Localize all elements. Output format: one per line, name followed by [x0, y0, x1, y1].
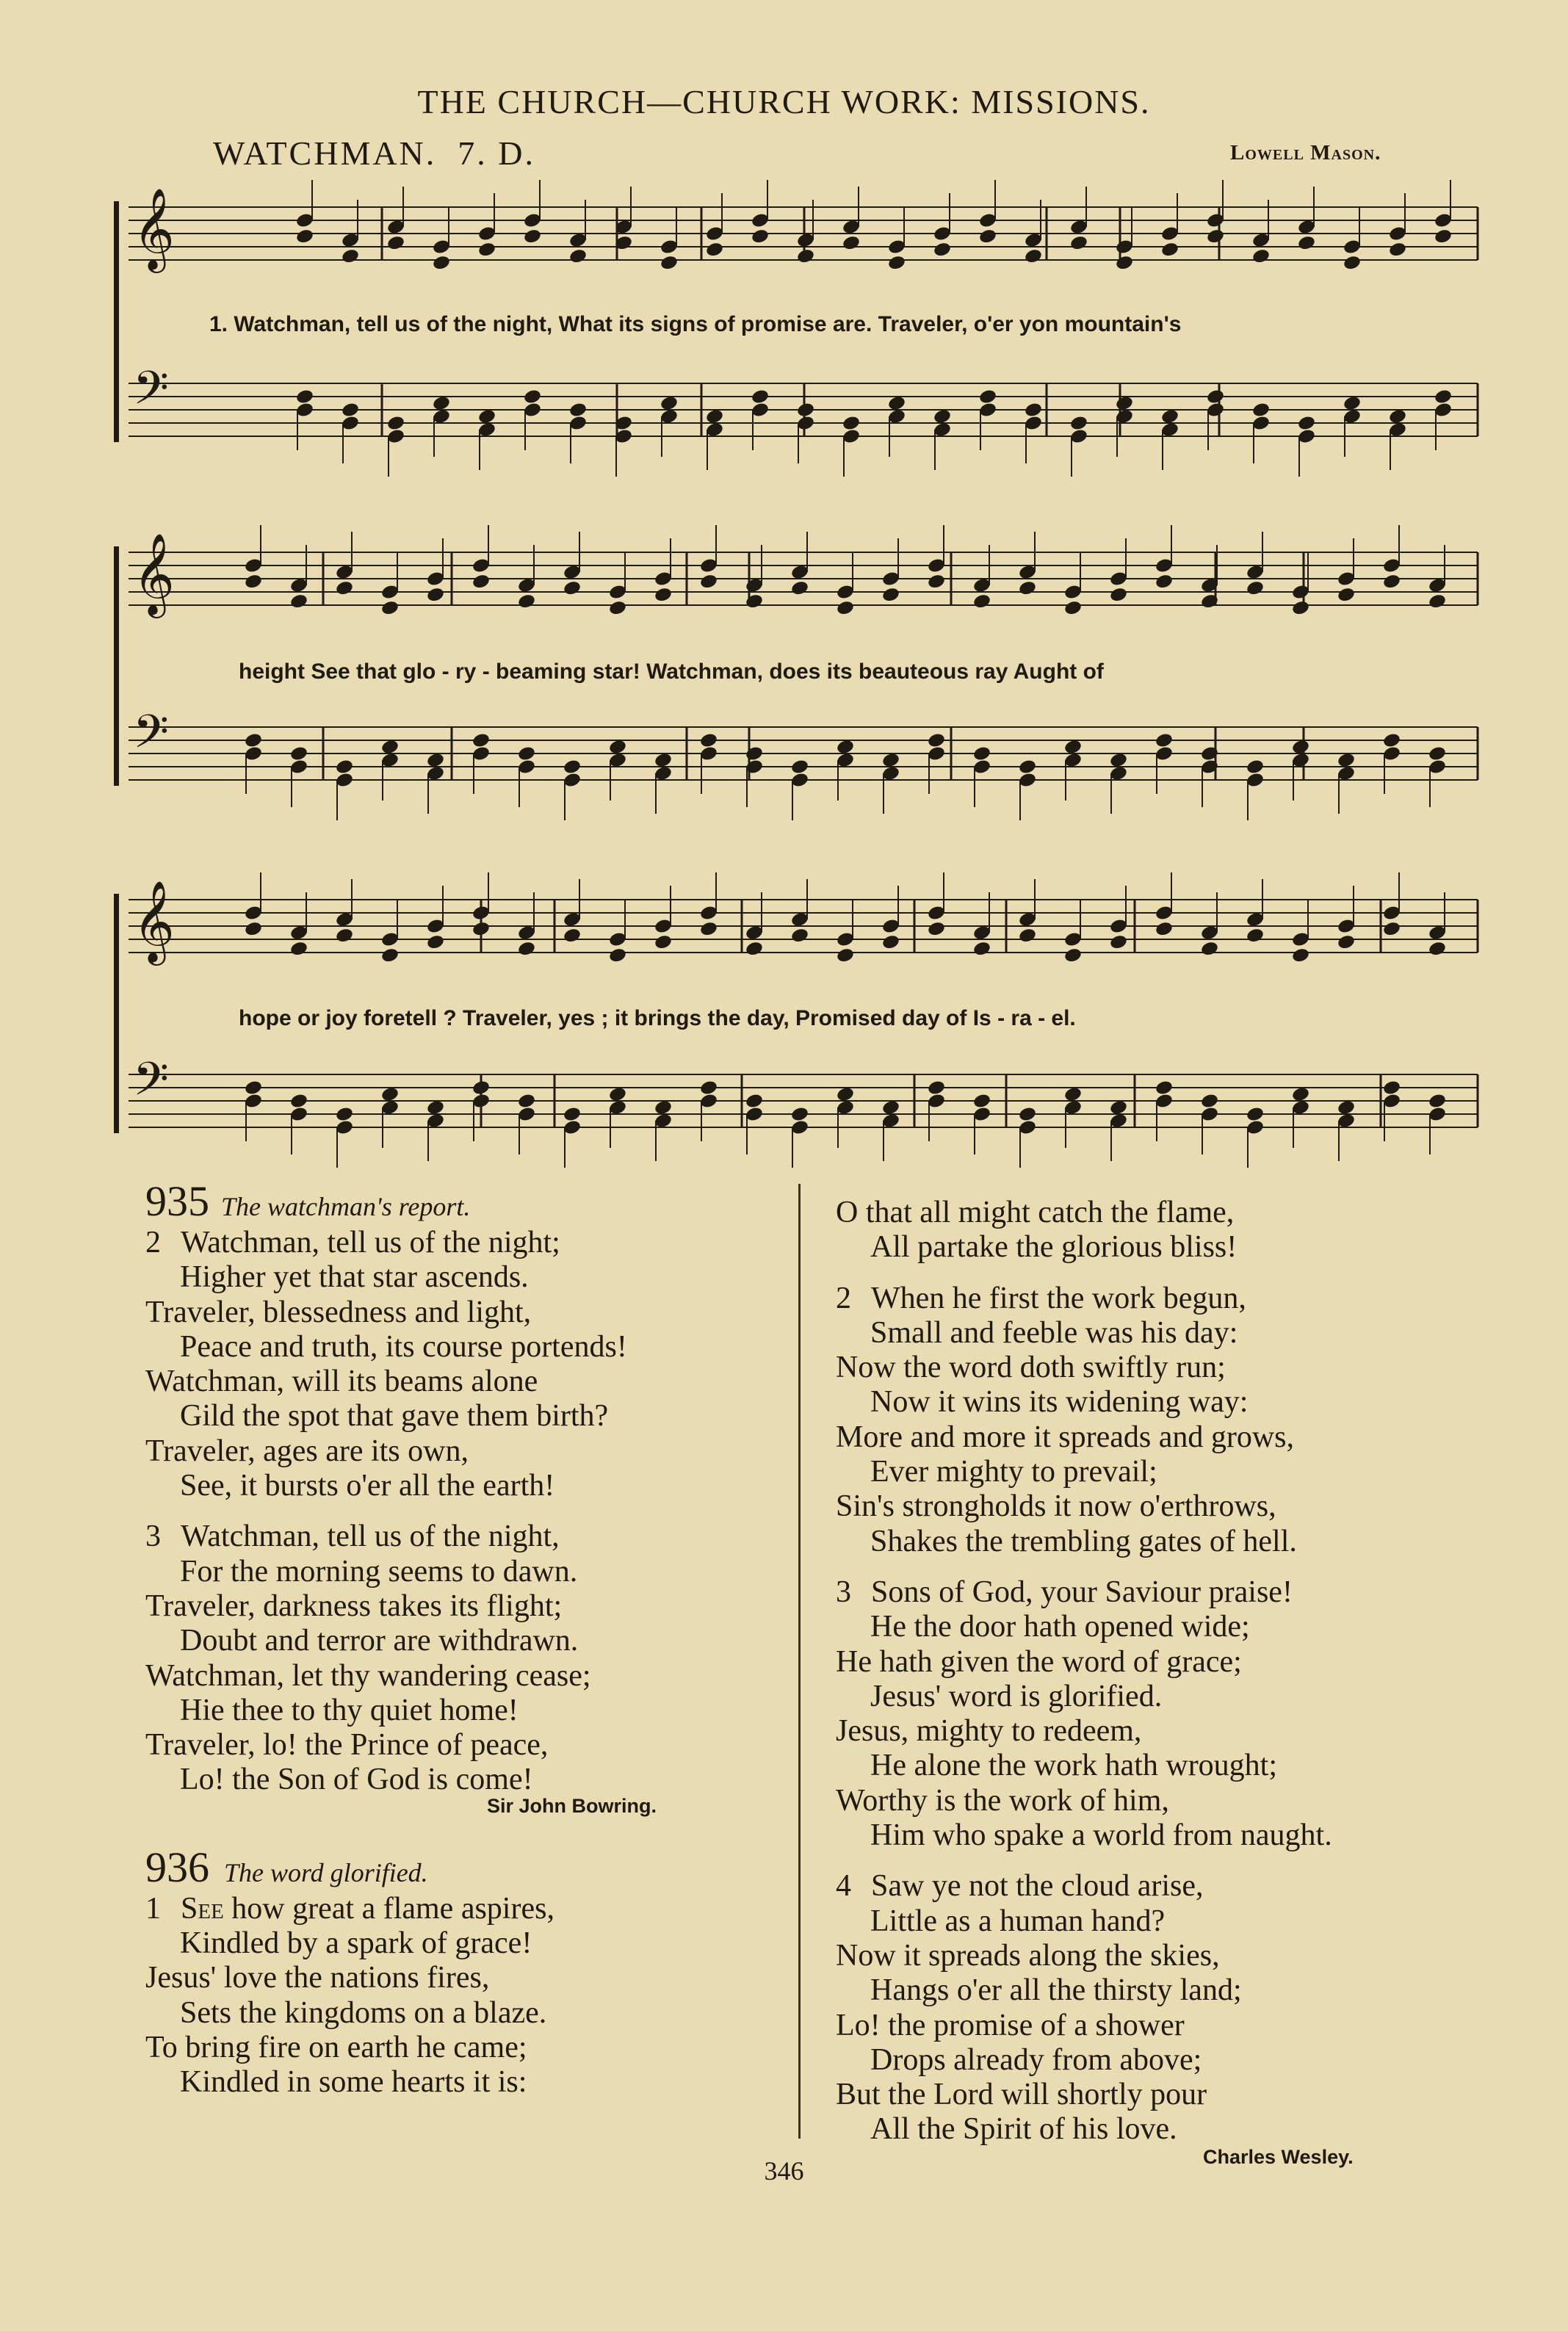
note-head — [1388, 408, 1407, 425]
note-head — [1291, 739, 1310, 756]
note-head — [933, 408, 952, 425]
left-column — [145, 1177, 792, 2100]
note-head — [1434, 228, 1453, 245]
note-head — [978, 228, 997, 245]
note-head — [1024, 402, 1043, 419]
note-head — [1155, 573, 1174, 590]
verse-line: See, it bursts o'er all the earth! — [180, 1469, 555, 1503]
note-head — [426, 752, 445, 769]
verse-line: Lo! the Son of God is come! — [180, 1763, 533, 1797]
note-head — [972, 593, 991, 610]
note-head — [1115, 254, 1134, 271]
note-head — [1206, 228, 1225, 245]
note-head — [244, 920, 263, 937]
note-head — [887, 395, 906, 412]
note-head — [654, 586, 673, 603]
note-head — [477, 241, 496, 258]
hymn-subtitle: The word glorified. — [224, 1857, 428, 1887]
note-head — [745, 593, 764, 610]
system-brace — [114, 201, 119, 442]
note-head — [978, 388, 997, 405]
note-head — [386, 234, 405, 251]
note-head — [1160, 408, 1179, 425]
verse-text: Saw ye not the cloud arise, — [871, 1869, 1204, 1904]
treble-clef: 𝄞 — [133, 880, 175, 962]
note-head — [751, 228, 770, 245]
verse-line: Traveler, lo! the Prince of peace, — [145, 1728, 549, 1763]
note-head — [1155, 1080, 1174, 1096]
verse-line: Small and feeble was his day: — [870, 1315, 1238, 1350]
note-head — [1109, 1099, 1128, 1116]
note-head — [790, 1106, 809, 1123]
note-head — [1251, 247, 1271, 264]
lyrics-line-3: hope or joy foretell ? Traveler, yes ; it brings the day, Promised day of Is - ra - el. — [239, 1006, 1076, 1030]
note-head — [568, 247, 588, 264]
verse-line: All the Spirit of his love. — [870, 2112, 1177, 2147]
note-head — [289, 745, 308, 762]
note-head — [660, 254, 679, 271]
verse-line: Him who spake a world from naught. — [870, 1818, 1332, 1853]
note-head — [1155, 920, 1174, 937]
note-head — [836, 739, 855, 756]
note-head — [1382, 1080, 1401, 1096]
note-head — [517, 745, 536, 762]
note-head — [790, 759, 809, 776]
note-head — [836, 947, 855, 964]
note-head — [660, 395, 679, 412]
verse-line — [836, 1575, 1482, 1610]
note-head — [608, 1086, 627, 1103]
verse-line: Higher yet that star ascends. — [180, 1260, 529, 1295]
verse-line: He alone the work hath wrought; — [870, 1749, 1278, 1783]
note-head — [244, 573, 263, 590]
note-head — [842, 234, 861, 251]
note-head — [380, 739, 400, 756]
note-head — [927, 1080, 946, 1096]
stanza-number: 2 — [836, 1281, 851, 1315]
note-head — [699, 573, 718, 590]
note-head — [1018, 579, 1037, 596]
note-head — [705, 408, 724, 425]
note-head — [972, 745, 991, 762]
verse-line — [836, 1282, 1482, 1316]
note-head — [1337, 752, 1356, 769]
verse-line: Sin's strongholds it now o'erthrows, — [836, 1489, 1276, 1524]
note-head — [1251, 402, 1271, 419]
note-head — [295, 228, 314, 245]
verse-line — [145, 1226, 792, 1260]
note-head — [1115, 395, 1134, 412]
note-head — [1246, 579, 1265, 596]
note-head — [380, 599, 400, 616]
note-head — [341, 402, 360, 419]
note-head — [563, 1106, 582, 1123]
note-head — [517, 1093, 536, 1110]
hymn-author: Charles Wesley. — [1203, 2145, 1354, 2168]
note-head — [1018, 1106, 1037, 1123]
note-head — [881, 933, 900, 950]
verse-line: He hath given the word of grace; — [836, 1644, 1242, 1679]
note-head — [972, 1093, 991, 1110]
note-head — [426, 586, 445, 603]
verse-text: how great a flame aspires, — [223, 1891, 554, 1926]
note-head — [295, 388, 314, 405]
note-head — [1428, 745, 1447, 762]
verse-line: Little as a human hand? — [870, 1904, 1166, 1938]
section-title: THE CHURCH—CHURCH WORK: MISSIONS. — [417, 83, 1151, 120]
note-head — [927, 920, 946, 937]
note-head — [386, 415, 405, 432]
column-divider — [798, 1184, 801, 2139]
verse-line: Jesus' love the nations fires, — [145, 1961, 490, 1995]
treble-clef: 𝄞 — [133, 187, 175, 270]
note-head — [1337, 933, 1356, 950]
note-head — [1109, 933, 1128, 950]
note-head — [1434, 388, 1453, 405]
verse-line: For the morning seems to dawn. — [180, 1554, 578, 1589]
note-head — [426, 933, 445, 950]
verse-line: Jesus' word is glorified. — [870, 1679, 1163, 1713]
note-head — [654, 752, 673, 769]
verse-line: Hie thee to thy quiet home! — [180, 1693, 519, 1727]
verse-line: Watchman, let thy wandering cease; — [145, 1658, 591, 1693]
treble-clef: 𝄞 — [133, 532, 175, 615]
verse-text: Watchman, tell us of the night, — [181, 1519, 560, 1554]
note-head — [608, 947, 627, 964]
note-head — [563, 759, 582, 776]
bass-clef: 𝄢 — [133, 704, 169, 770]
verse-line — [145, 1519, 792, 1554]
hymn-935-heading — [145, 1177, 792, 1226]
note-head — [881, 752, 900, 769]
hymn-subtitle: The watchman's report. — [221, 1192, 471, 1221]
note-head — [563, 927, 582, 944]
lyrics-line-1: 1. Watchman, tell us of the night, What its signs of promise are. Traveler, o'er yon mountain's — [209, 312, 1182, 336]
stanza — [836, 1869, 1482, 2147]
note-head — [887, 254, 906, 271]
stanza — [836, 1575, 1482, 1853]
note-head — [1063, 599, 1083, 616]
verse-line: Now the word doth swiftly run; — [836, 1351, 1226, 1385]
note-head — [836, 599, 855, 616]
note-head — [1291, 1086, 1310, 1103]
note-head — [426, 1099, 445, 1116]
note-head — [517, 593, 536, 610]
stanza-number: 3 — [836, 1575, 851, 1609]
note-head — [842, 415, 861, 432]
verse-line: Gild the spot that gave them birth? — [180, 1399, 609, 1434]
hymn-936-heading — [145, 1843, 792, 1892]
note-head — [563, 579, 582, 596]
note-head — [745, 1093, 764, 1110]
note-head — [933, 241, 952, 258]
note-head — [796, 402, 815, 419]
note-head — [289, 1093, 308, 1110]
verse-line: More and more it spreads and grows, — [836, 1420, 1295, 1454]
hymn-number: 935 — [145, 1177, 209, 1225]
note-head — [1297, 415, 1316, 432]
note-head — [1018, 759, 1037, 776]
note-head — [472, 920, 491, 937]
note-head — [477, 408, 496, 425]
note-head — [432, 254, 451, 271]
stanza-number: 4 — [836, 1869, 851, 1904]
note-head — [244, 732, 263, 749]
verse-line: Watchman, will its beams alone — [145, 1365, 538, 1399]
verse-line: Ever mighty to prevail; — [870, 1455, 1157, 1489]
note-head — [289, 940, 308, 957]
note-head — [881, 1099, 900, 1116]
note-head — [380, 1086, 400, 1103]
right-column — [836, 1196, 1482, 2169]
note-head — [1246, 759, 1265, 776]
verse-line: Traveler, blessedness and light, — [145, 1295, 532, 1329]
tune-name: WATCHMAN. — [213, 134, 437, 172]
note-head — [1160, 241, 1179, 258]
note-head — [472, 732, 491, 749]
note-head — [1382, 920, 1401, 937]
verse-text: Watchman, tell us of the night; — [181, 1226, 560, 1260]
note-head — [881, 586, 900, 603]
verse-line — [836, 1869, 1482, 1904]
stanza-number: 1 — [145, 1891, 161, 1926]
note-head — [608, 599, 627, 616]
verse-text: Sons of God, your Saviour praise! — [871, 1575, 1293, 1609]
note-head — [699, 1080, 718, 1096]
verse-line: Now it wins its widening way: — [870, 1385, 1249, 1420]
note-head — [1018, 927, 1037, 944]
verse-line: Jesus, mighty to redeem, — [836, 1714, 1142, 1749]
note-head — [1291, 599, 1310, 616]
verse-line: Drops already from above; — [870, 2042, 1202, 2077]
hymn-number: 936 — [145, 1843, 209, 1891]
note-head — [608, 739, 627, 756]
verse-line: Peace and truth, its course portends! — [180, 1329, 627, 1364]
note-head — [654, 1099, 673, 1116]
note-head — [1206, 388, 1225, 405]
note-head — [380, 947, 400, 964]
note-head — [1291, 947, 1310, 964]
system-brace — [114, 546, 119, 786]
verse-line: O that all might catch the flame, — [836, 1196, 1235, 1229]
verse-line: Lo! the promise of a shower — [836, 2008, 1185, 2042]
note-head — [1388, 241, 1407, 258]
verse-line: Hangs o'er all the thirsty land; — [870, 1973, 1242, 2008]
bass-clef: 𝄢 — [133, 1052, 169, 1117]
verse-line: Doubt and terror are withdrawn. — [180, 1624, 579, 1658]
meter: 7. D. — [458, 134, 536, 172]
verse-line: Traveler, ages are its own, — [145, 1434, 469, 1468]
stanza — [145, 1892, 792, 2100]
note-head — [1382, 732, 1401, 749]
note-head — [1109, 752, 1128, 769]
note-head — [745, 745, 764, 762]
verse-line: Worthy is the work of him, — [836, 1783, 1169, 1818]
note-head — [1337, 1099, 1356, 1116]
note-head — [1069, 415, 1088, 432]
note-head — [1343, 395, 1362, 412]
note-head — [244, 1080, 263, 1096]
verse-line — [145, 1892, 792, 1926]
note-head — [654, 933, 673, 950]
bass-clef: 𝄢 — [133, 361, 169, 426]
note-head — [699, 732, 718, 749]
page-number: 346 — [764, 2156, 804, 2186]
note-head — [1428, 593, 1447, 610]
note-head — [335, 927, 354, 944]
verse-line: Traveler, darkness takes its flight; — [145, 1589, 563, 1623]
note-head — [1337, 586, 1356, 603]
note-head — [836, 1086, 855, 1103]
note-head — [927, 732, 946, 749]
verse-line: Shakes the trembling gates of hell. — [870, 1524, 1297, 1558]
system-brace — [114, 894, 119, 1133]
note-head — [972, 940, 991, 957]
stanza-number: 3 — [145, 1519, 161, 1554]
note-head — [1063, 1086, 1083, 1103]
note-head — [1246, 927, 1265, 944]
hymn-author: Sir John Bowring. — [487, 1794, 657, 1817]
stanza-number: 2 — [145, 1226, 161, 1260]
note-head — [341, 247, 360, 264]
note-head — [927, 573, 946, 590]
note-head — [1024, 247, 1043, 264]
stanza — [145, 1226, 792, 1503]
note-head — [472, 573, 491, 590]
note-head — [751, 388, 770, 405]
note-head — [1428, 1093, 1447, 1110]
note-head — [796, 247, 815, 264]
note-head — [335, 1106, 354, 1123]
note-head — [1200, 1093, 1219, 1110]
note-head — [472, 1080, 491, 1096]
note-head — [699, 920, 718, 937]
stanza — [836, 1282, 1482, 1559]
verse-first-word: See — [181, 1891, 224, 1926]
verse-line: All partake the glorious bliss! — [870, 1230, 1238, 1265]
verse-line: Now it spreads along the skies, — [836, 1938, 1220, 1973]
note-head — [335, 759, 354, 776]
note-head — [790, 579, 809, 596]
note-head — [523, 388, 542, 405]
note-head — [790, 927, 809, 944]
verse-line: But the Lord will shortly pour — [836, 2078, 1207, 2112]
note-head — [1343, 254, 1362, 271]
note-head — [705, 241, 724, 258]
note-head — [568, 402, 588, 419]
composer: Lowell Mason. — [1230, 141, 1381, 165]
note-head — [289, 593, 308, 610]
verse-text: When he first the work begun, — [871, 1281, 1246, 1315]
verse-line: To bring fire on earth he came; — [145, 2030, 527, 2064]
note-head — [1246, 1106, 1265, 1123]
verse-line: He the door hath opened wide; — [870, 1610, 1250, 1644]
note-head — [1063, 947, 1083, 964]
verse-line: Kindled in some hearts it is: — [180, 2065, 527, 2100]
note-head — [1297, 234, 1316, 251]
note-head — [1069, 234, 1088, 251]
note-head — [1428, 940, 1447, 957]
note-head — [745, 940, 764, 957]
lyrics-line-2: height See that glo - ry - beaming star! Watchman, does its beauteous ray Aught of — [239, 659, 1104, 684]
note-head — [1063, 739, 1083, 756]
note-head — [335, 579, 354, 596]
note-head — [523, 228, 542, 245]
note-head — [517, 940, 536, 957]
note-head — [1382, 573, 1401, 590]
note-head — [432, 395, 451, 412]
note-head — [1109, 586, 1128, 603]
note-head — [1200, 940, 1219, 957]
note-head — [1155, 732, 1174, 749]
verse-line: Sets the kingdoms on a blaze. — [180, 1995, 547, 2030]
stanza — [145, 1519, 792, 1797]
verse-line: Kindled by a spark of grace! — [180, 1926, 532, 1961]
